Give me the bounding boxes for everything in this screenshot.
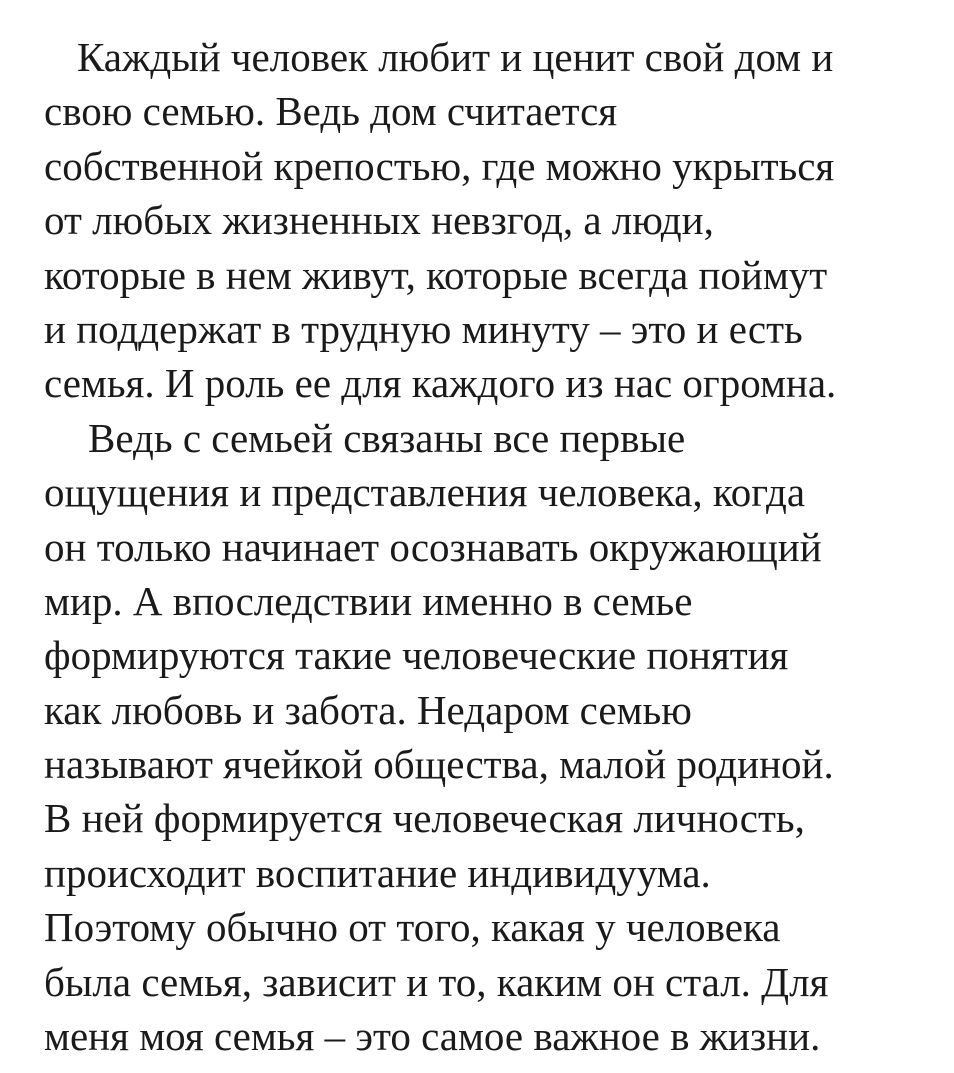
text-line: меня моя семья – это самое важное в жизни. [44,1013,821,1060]
text-line: собственной крепостью, где можно укрыться [44,142,835,189]
text-line: Поэтому обычно от того, какая у человека [44,904,781,951]
text-line: В ней формируется человеческая личность, [44,795,805,842]
text-line: которые в нем живут, которые всегда поймут [44,251,828,298]
text-line: Ведь с семьей связаны все первые [88,414,686,461]
text-line: свою семью. Ведь дом считается [44,88,618,135]
text-line: называют ячейкой общества, малой родиной. [44,741,834,788]
text-line: он только начинает осознавать окружающий [44,523,822,570]
text-line: формируются такие человеческие понятия [44,632,789,679]
text-line: мир. А впоследствии именно в семье [44,577,693,624]
text-line: от любых жизненных невзгод, а люди, [44,197,714,244]
text-line: ощущения и представления человека, когда [44,469,806,516]
document-body [44,30,944,1063]
text-line: была семья, зависит и то, каким он стал. Для [44,958,829,1005]
text-line: происходит воспитание индивидуума. [44,849,711,896]
paragraph-1 [44,30,944,411]
text-line: как любовь и забота. Недаром семью [44,686,692,733]
text-line: Каждый человек любит и ценит свой дом и [77,34,834,80]
paragraph-2 [44,411,944,1064]
text-line: семья. И роль ее для каждого из нас огромна. [44,360,837,407]
text-line: и поддержат в трудную минуту – это и есть [44,305,803,352]
